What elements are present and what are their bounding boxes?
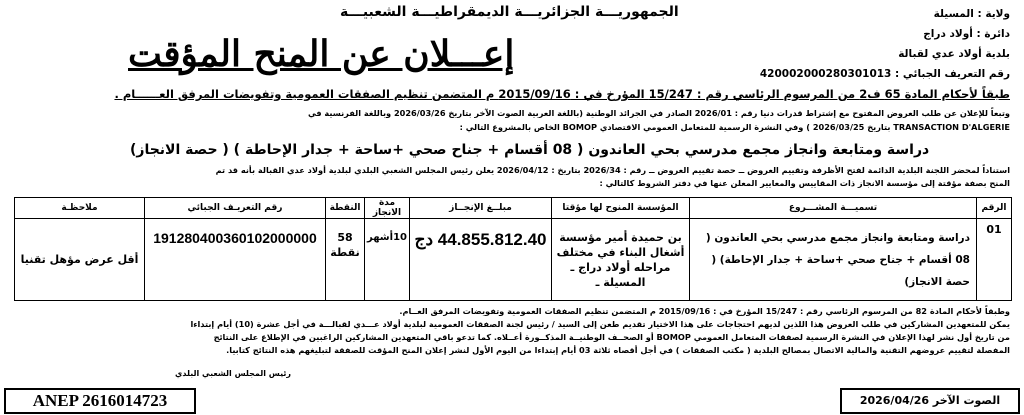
- table-row: [15, 219, 1012, 301]
- col-notes-header: ملاحظـة: [15, 198, 145, 219]
- project-title: دراسة ومتابعة وانجاز مجمع مدرسي بحي العاندون ( 08 أقسام + جناح صحي +ساحة + جدار الإحاطة ) ( حصة الانجاز): [130, 142, 930, 158]
- cell-notes: أقل عرض مؤهل تقنيا: [15, 219, 145, 301]
- footer-line-2: يمكن للمتعهدين المشاركين في طلب العروض هذا اللذين لديهم احتجاجات على هذا الاختيار تقديم طعن إلى السيد / رئيس لجنة الصفقات العمومية لبلدية أولاد عـــدي لقبالـــة في أجل عشرة (10) أيام إبتداءا: [190, 319, 1010, 329]
- intro-line-1: طبقاً لأحكام المادة 65 ف2 من المرسوم الرئاسي رقم : 15/247 المؤرخ في : 2015/09/16 م المتضمن تنظيم الصفقات العمومية وتفويضات المرفق العــــــام .: [114, 87, 1010, 101]
- intro-line-3: TRANSACTION D'ALGERIE بتاريخ 2026/03/25 ) وفي النشرة الرسمية للمتعامل العمومي الاقتصادي BOMOP الخاص بالمشروع التالي :: [459, 122, 1010, 132]
- col-num-header: الرقم: [977, 198, 1012, 219]
- cell-num: 01: [977, 219, 1012, 301]
- cell-contractor: بن حميدة أمير مؤسسة أشغال البناء في مختلف مراحله أولاد دراج ـ المسيلة ـ: [552, 219, 690, 301]
- col-duration-header: مدة الانجاز: [364, 198, 409, 219]
- footer-line-4: المفصلة لتقييم عروضهم التقنية والمالية الاتصال بمصالح البلدية ( مكتب الصفقات ) في أجل أقصاه ثلاثة 03 أيام إبتداءا من اليوم الأول لنشر إعلان المنح المؤقت للصفقة لتبليغهم هذه النتائج كتابيا.: [226, 345, 1010, 355]
- cell-project: دراسة ومتابعة وانجاز مجمع مدرسي بحي العاندون ( 08 أقسام + جناح صحي +ساحة + جدار الإحاطة) ( حصة الانجاز): [690, 219, 977, 301]
- footer-line-1: وطبقاً لأحكام المادة 82 من المرسوم الرئاسي رقم : 15/247 المؤرخ في : 2015/09/16 م المتضمن تنظيم الصفقات العمومية وتفويضات المرفق العــام.: [399, 306, 1010, 316]
- intro-line-5: المنح بصفة مؤقتة إلى مؤسسة الانجاز ذات المقاييس والمعايير المعلن عنها في دفتر الشروط كالتالي :: [599, 178, 1010, 188]
- cell-score: 58 نقطة: [325, 219, 364, 301]
- col-amount-header: مبلــغ الإنجــاز: [410, 198, 552, 219]
- col-contractor-header: المؤسسة المنوح لها مؤقتا: [552, 198, 690, 219]
- table-header-row: [15, 198, 1012, 219]
- signature-label: رئيس المجلس الشعبي البلدي: [175, 369, 291, 378]
- col-tax-header: رقم التعريـف الجبائي: [144, 198, 325, 219]
- cell-duration: 10أشهر: [364, 219, 409, 301]
- tax-id-label: رقم التعريف الجبائي : 420002000280301013: [759, 68, 1010, 80]
- footer-line-3: من تاريخ أول نشر لهذا الإعلان في النشرة الرسمية لصفقات المتعامل العمومي BOMOP أو الصحــف الوطنيــة المذكــورة أعــلاه. كما تدعو باقي المتعهدين المشاركين الراغبين في الإطلاع على النتائج: [213, 332, 1010, 342]
- source-date: الصوت الآخر 2026/04/26: [840, 388, 1020, 414]
- col-score-header: النقطة: [325, 198, 364, 219]
- wilaya-label: ولاية : المسيلة: [933, 8, 1010, 20]
- notice-title: إعـــلان عن المنح المؤقت: [128, 33, 515, 75]
- cell-amount: 44.855.812.40 دج: [410, 219, 552, 301]
- commune-label: بلدية أولاد عدي لقبالة: [898, 48, 1010, 60]
- cell-tax-id: 191280400360102000000: [144, 219, 325, 301]
- award-table: [14, 197, 1012, 301]
- republic-header: الجمهوريـــة الجزائريـــة الديمقراطيـــة الشعبيـــة: [340, 4, 679, 20]
- col-project-header: تسميـــة المشـــروع: [690, 198, 977, 219]
- intro-line-2: وتبعاً للإعلان عن طلب العروض المفتوح مع إشتراط قدرات دنيا رقم : 2026/01 الصادر في الجرائد الوطنية (باللغة العربية الصوت الآخر بتاريخ 2026/03/26 وباللغة الفرنسية في: [307, 108, 1010, 118]
- daira-label: دائرة : أولاد دراج: [923, 28, 1010, 40]
- anep-code: ANEP 2616014723: [4, 388, 196, 414]
- intro-line-4: استناداً لمحضر اللجنة البلدية الدائمة لفتح الأظرفة وتقييم العروض ــ حصة تقييم العروض ــ رقم : 2026/34 بتاريخ : 2026/04/12 يعلن رئيس المجلس الشعبي البلدي لبلدية أولاد عدي القبالة بأنه قد تم: [215, 165, 1010, 175]
